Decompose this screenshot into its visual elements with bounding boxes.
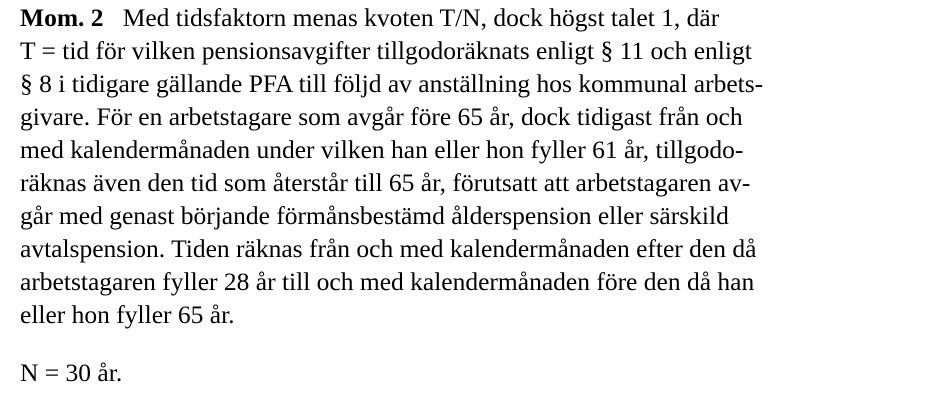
text-line: arbetstagaren fyller 28 år till och med kalendermånaden före den då han [20, 267, 755, 296]
text-line: avtalspension. Tiden räknas från och med kalendermånaden efter den då [20, 234, 757, 263]
text-line: § 8 i tidigare gällande PFA till följd av anställning hos kommunal arbets- [20, 69, 764, 98]
text-line: med kalendermånaden under vilken han eller hon fyller 61 år, tillgodo- [20, 135, 744, 164]
section-heading: Mom. 2 [20, 3, 104, 32]
text-line: går med genast börjande förmånsbestämd ålderspension eller särskild [20, 201, 729, 230]
definition-n: N = 30 år. [20, 358, 123, 387]
text-span: Med tidsfaktorn menas kvoten T/N, dock högst talet 1, där [122, 3, 720, 32]
text-line: eller hon fyller 65 år. [20, 300, 235, 329]
text-line: räknas även den tid som återstår till 65 år, förutsatt att arbetstagaren av- [20, 168, 751, 197]
text-line: T = tid för vilken pensionsavgifter tillgodoräknats enligt § 11 och enligt [20, 36, 752, 65]
text-line: givare. För en arbetstagare som avgår före 65 år, dock tidigast från och [20, 102, 743, 131]
text-line [20, 2, 719, 34]
